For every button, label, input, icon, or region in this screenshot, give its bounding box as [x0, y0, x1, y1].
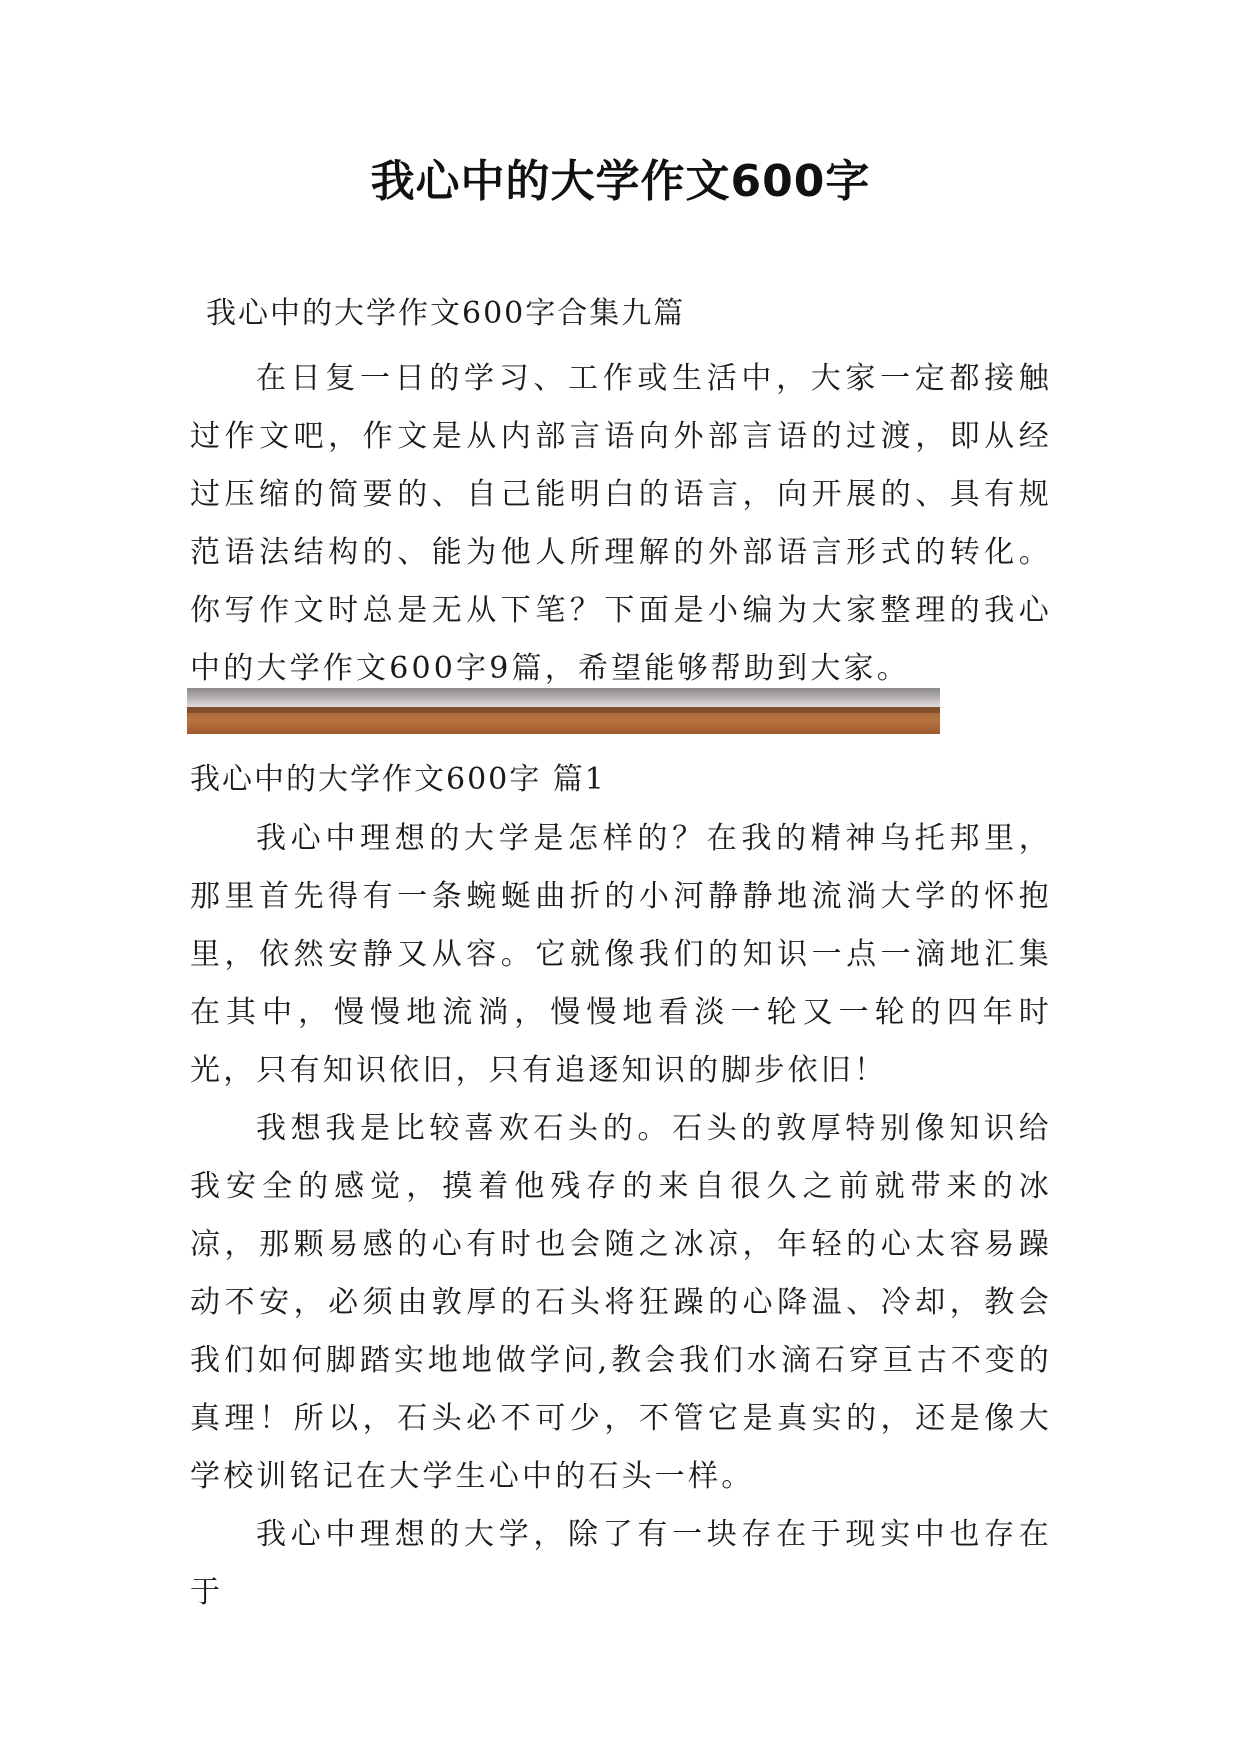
body-paragraph: 我心中理想的大学是怎样的？在我的精神乌托邦里，那里首先得有一条蜿蜒曲折的小河静静地流淌大学的怀抱里，依然安静又从容。它就像我们的知识一点一滴地汇集在其中，慢慢地流淌，慢慢地看淡一轮又一轮的四年时光，只有知识依旧，只有追逐知识的脚步依旧！	[190, 821, 1052, 1088]
body-paragraph: 我想我是比较喜欢石头的。石头的敦厚特别像知识给我安全的感觉，摸着他残存的来自很久之前就带来的冰凉，那颗易感的心有时也会随之冰凉，年轻的心太容易躁动不安，必须由敦厚的石头将狂躁的心降温、冷却，教会我们如何脚踏实地地做学问,教会我们水滴石穿亘古不变的真理！所以，石头必不可少，不管它是真实的，还是像大学校训铭记在大学生心中的石头一样。	[190, 1111, 1052, 1494]
body-paragraph: 我心中理想的大学，除了有一块存在于现实中也存在于	[190, 1517, 1052, 1610]
section-heading: 我心中的大学作文600字 篇1	[190, 762, 606, 797]
intro-paragraph: 在日复一日的学习、工作或生活中，大家一定都接触过作文吧，作文是从内部言语向外部言语的过渡，即从经过压缩的简要的、自己能明白的语言，向开展的、具有规范语法结构的、能为他人所理解的外部语言形式的转化。你写作文时总是无从下笔？下面是小编为大家整理的我心中的大学作文600字9篇，希望能够帮助到大家。	[190, 361, 1052, 686]
document-title: 我心中的大学作文600字	[370, 156, 871, 207]
book-edge-graphic	[187, 688, 940, 707]
banner-shadow	[187, 707, 940, 713]
banner-image	[187, 688, 940, 734]
document-subtitle: 我心中的大学作文600字合集九篇	[206, 296, 686, 331]
